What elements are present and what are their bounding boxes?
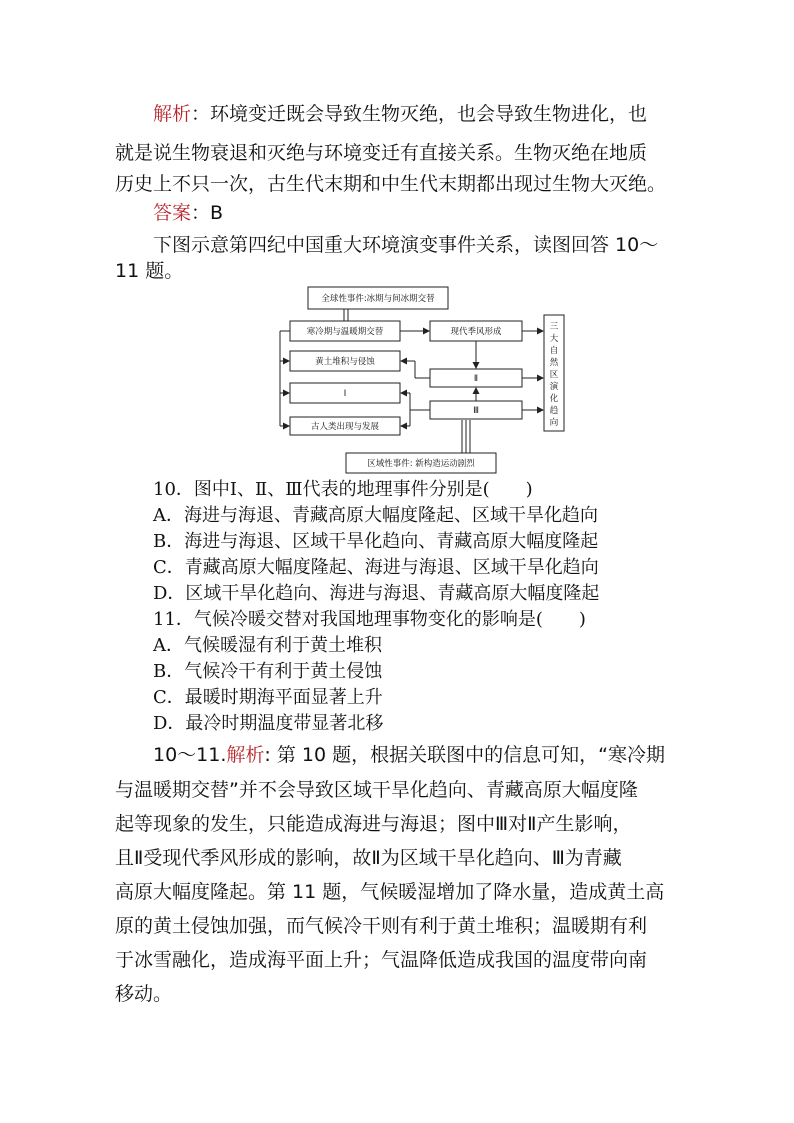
analysis2-line-7: 于冰雪融化，造成海平面上升；气温降低造成我国的温度带向南 (115, 949, 648, 971)
svg-text:演: 演 (549, 382, 559, 392)
analysis2-line-6: 原的黄土侵蚀加强，而气候冷干则有利于黄土堆积；温暖期有利 (115, 915, 648, 937)
answer-value: ：B (191, 202, 224, 224)
cold-warm-label: 寒冷期与温暖期交替 (306, 327, 384, 337)
monsoon-label: 现代季风形成 (450, 327, 502, 337)
box-III-label: Ⅲ (473, 406, 479, 416)
answer-line (153, 200, 223, 226)
q11-option-b: B．气候冷干有利于黄土侵蚀 (153, 661, 383, 682)
q11-option-d: D．最冷时期温度带显著北移 (153, 713, 384, 734)
analysis-line-1 (153, 101, 647, 127)
q11-stem: 11．气候冷暖交替对我国地理事物变化的影响是( ) (153, 609, 586, 630)
box-II-label: Ⅱ (473, 374, 479, 384)
analysis2-line-5: 高原大幅度隆起。第 11 题，气候暖湿增加了降水量，造成黄土高 (115, 881, 665, 903)
q10-option-b: B．海进与海退、区域干旱化趋向、青藏高原大幅度隆起 (153, 531, 599, 552)
q10-option-a: A．海进与海退、青藏高原大幅度隆起、区域干旱化趋向 (153, 505, 598, 526)
analysis-line-3: 历史上不只一次，古生代末期和中生代末期都出现过生物大灭绝。 (115, 173, 667, 195)
svg-text:区: 区 (549, 370, 559, 380)
svg-text:然: 然 (549, 358, 559, 368)
environment-events-diagram (260, 285, 580, 480)
q10-stem: 10．图中Ⅰ、Ⅱ、Ⅲ代表的地理事件分别是( ) (153, 479, 533, 500)
regional-event-label: 区域性事件: 新构造运动剧烈 (367, 459, 475, 469)
box-I-label: Ⅰ (343, 389, 347, 399)
answer-label: 答案 (153, 202, 192, 224)
analysis2-prefix: 10～11. (153, 744, 227, 766)
analysis-line-2: 就是说生物衰退和灭绝与环境变迁有直接关系。生物灭绝在地质 (115, 142, 648, 164)
analysis2-line-8: 移动。 (115, 983, 173, 1005)
svg-text:三: 三 (549, 322, 559, 332)
analysis2-line-3: 起等现象的发生，只能造成海进与海退；图中Ⅲ对Ⅱ产生影响， (115, 813, 632, 835)
analysis2-line-2: 与温暖期交替”并不会导致区域干旱化趋向、青藏高原大幅度隆 (115, 779, 638, 801)
global-event-label: 全球性事件:冰期与间冰期交替 (321, 294, 435, 304)
svg-text:自: 自 (549, 346, 559, 356)
analysis2-line-4: 且Ⅱ受现代季风形成的影响，故Ⅱ为区域干旱化趋向、Ⅲ为青藏 (115, 847, 622, 869)
loess-label: 黄土堆积与侵蚀 (315, 357, 375, 367)
three-zones-label (550, 322, 560, 428)
analysis-text-1: ：环境变迁既会导致生物灭绝，也会导致生物进化，也 (191, 103, 648, 125)
q11-option-a: A．气候暖湿有利于黄土堆积 (153, 635, 382, 656)
analysis-label: 解析 (153, 103, 192, 125)
intro-line-1: 下图示意第四纪中国重大环境演变事件关系，读图回答 10～ (153, 234, 659, 256)
svg-text:向: 向 (549, 418, 559, 428)
q11-option-c: C．最暖时期海平面显著上升 (153, 687, 383, 708)
svg-text:趋: 趋 (549, 406, 559, 416)
svg-text:大: 大 (549, 334, 559, 344)
ancient-humans-label: 古人类出现与发展 (310, 422, 380, 432)
analysis2-text-1: : 第 10 题，根据关联图中的信息可知，“寒冷期 (264, 744, 665, 766)
analysis2-label: 解析 (226, 744, 265, 766)
svg-text:化: 化 (549, 394, 559, 404)
q10-option-c: C．青藏高原大幅度隆起、海进与海退、区域干旱化趋向 (153, 557, 599, 578)
q10-option-d: D．区域干旱化趋向、海进与海退、青藏高原大幅度隆起 (153, 583, 600, 604)
analysis2-line-1 (153, 742, 665, 768)
intro-line-2: 11 题。 (115, 260, 184, 282)
